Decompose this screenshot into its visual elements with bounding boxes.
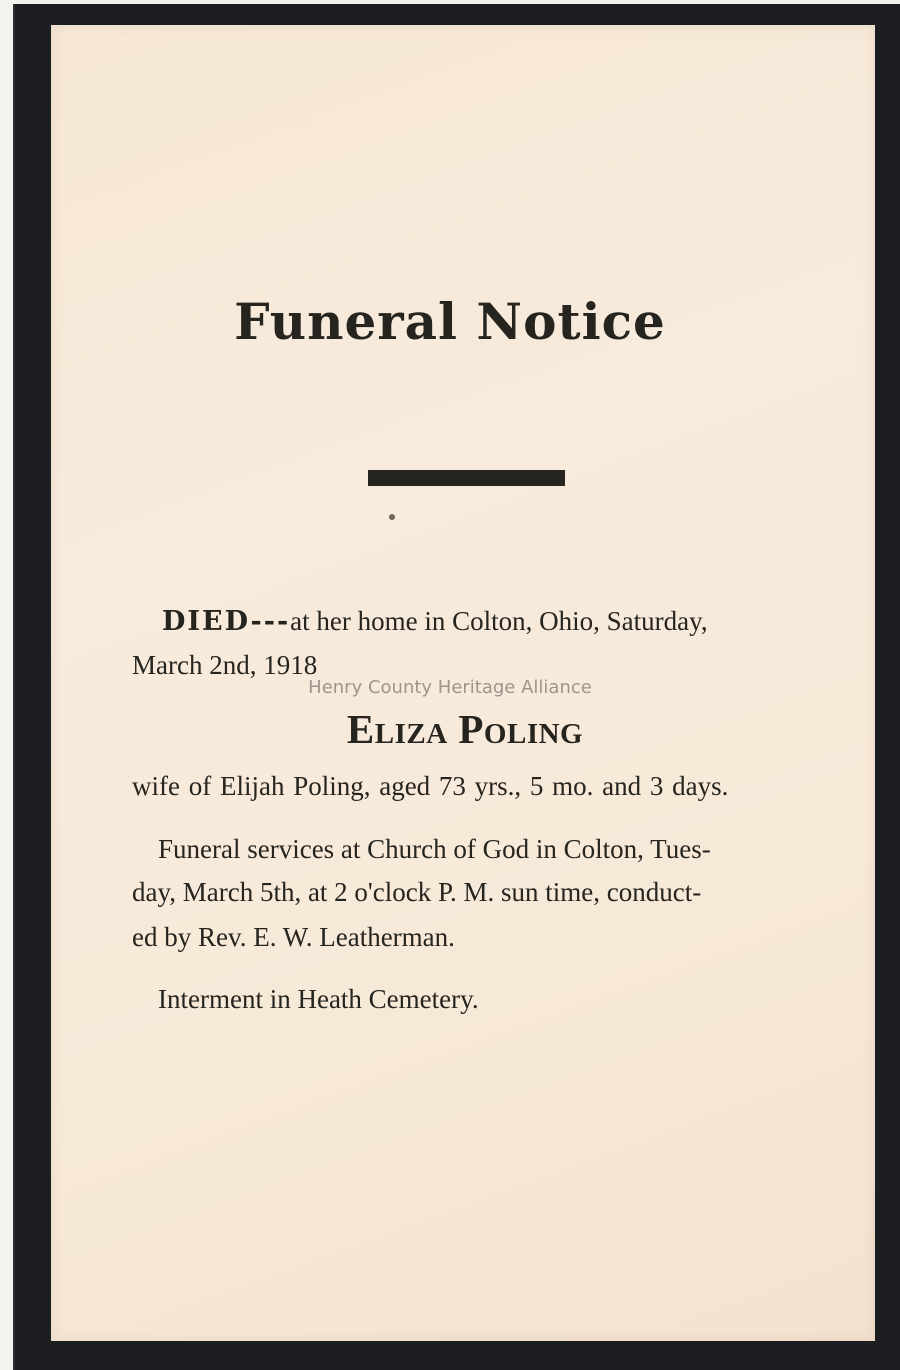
services-line-3: ed by Rev. E. W. Leatherman. <box>132 922 455 952</box>
died-word: DIED--- <box>162 606 291 637</box>
watermark-text: Henry County Heritage Alliance <box>308 677 592 698</box>
services-line-1: Funeral services at Church of God in Colton, Tues- <box>158 834 711 864</box>
interment-line: Interment in Heath Cemetery. <box>158 984 479 1014</box>
date-line: March 2nd, 1918 <box>132 650 318 680</box>
died-line-rest: at her home in Colton, Ohio, Saturday, <box>290 606 708 636</box>
paper-speck <box>389 514 395 520</box>
died-line <box>162 606 708 637</box>
deceased-name: Eliza Poling <box>346 706 584 752</box>
notice-title: Funeral Notice <box>234 292 666 351</box>
spouse-line: wife of Elijah Poling, aged 73 yrs., 5 mo. and 3 days. <box>132 771 729 801</box>
services-line-2: day, March 5th, at 2 o'clock P. M. sun time, conduct- <box>132 877 702 907</box>
mourning-rule <box>368 470 565 486</box>
